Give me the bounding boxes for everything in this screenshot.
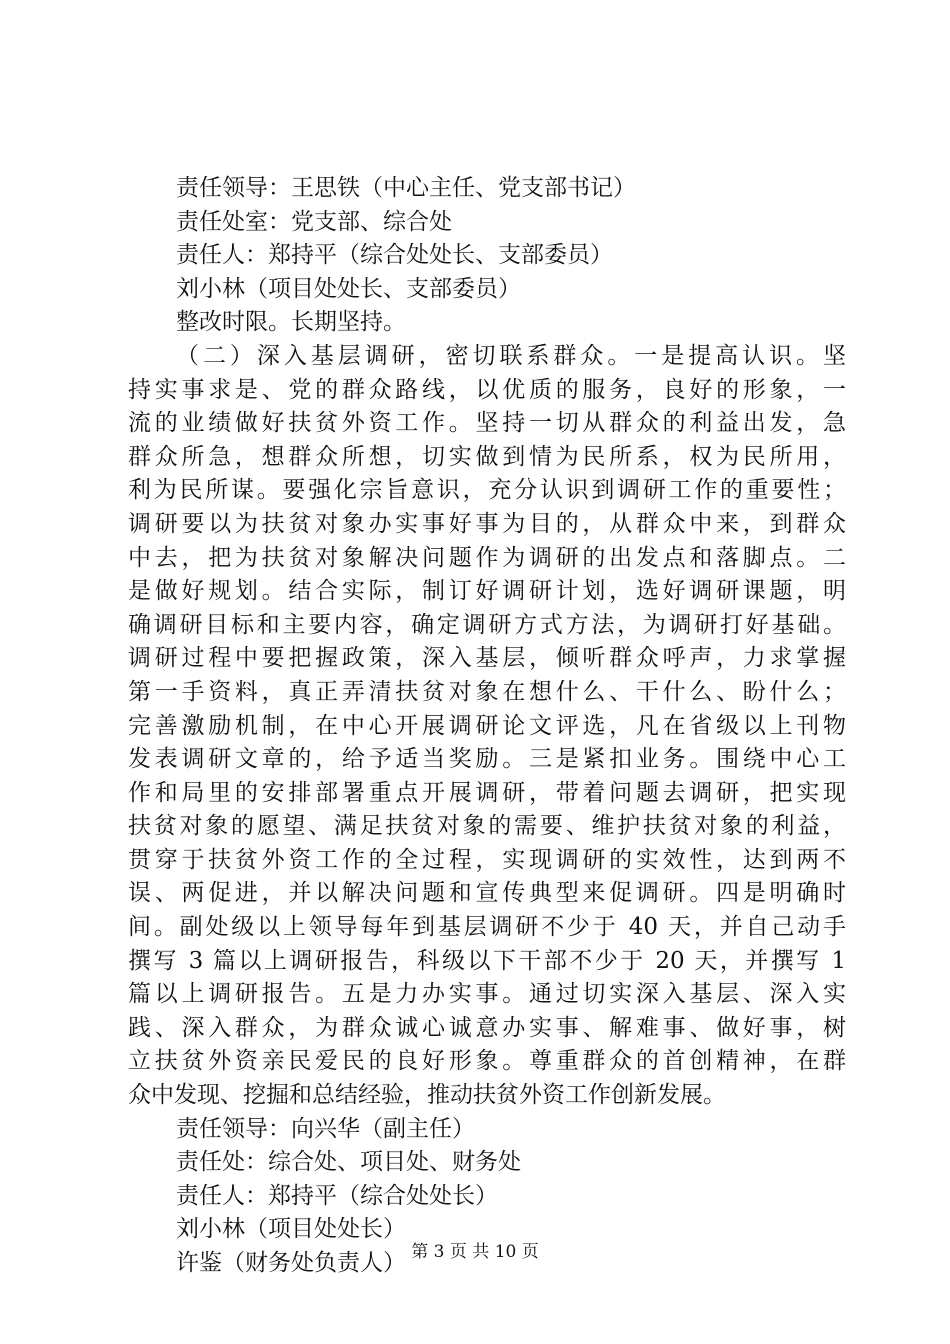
text-line: 责任处：综合处、项目处、财务处 — [176, 1149, 521, 1176]
text-line: 群众所急，想群众所想，切实做到情为民所系，权为民所用， — [128, 443, 846, 470]
text-line: 践、深入群众，为群众诚心诚意办实事、解难事、做好事，树 — [128, 1014, 846, 1041]
text-line: 调研要以为扶贫对象办实事好事为目的，从群众中来，到群众 — [128, 510, 846, 537]
text-line: 篇以上调研报告。五是力办实事。通过切实深入基层、深入实 — [128, 981, 846, 1008]
text-line: 整改时限。长期坚持。 — [176, 309, 406, 336]
text-line: 刘小林（项目处处长） — [176, 1216, 406, 1243]
text-line: 贯穿于扶贫外资工作的全过程，实现调研的实效性，达到两不 — [128, 846, 846, 873]
text-line: 误、两促进，并以解决问题和宣传典型来促调研。四是明确时 — [128, 880, 846, 907]
text-line: （二）深入基层调研，密切联系群众。一是提高认识。坚 — [176, 342, 846, 369]
text-line: 责任处室：党支部、综合处 — [176, 208, 452, 235]
text-line: 刘小林（项目处处长、支部委员） — [176, 275, 521, 302]
text-line: 扶贫对象的愿望、满足扶贫对象的需要、维护扶贫对象的利益， — [128, 813, 846, 840]
page-number-footer: 第 3 页 共 10 页 — [411, 1242, 539, 1262]
text-line: 责任领导：王思铁（中心主任、党支部书记） — [176, 175, 636, 201]
text-line: 持实事求是、党的群众路线，以优质的服务，良好的形象，一 — [128, 376, 846, 403]
text-line: 确调研目标和主要内容，确定调研方式方法，为调研打好基础。 — [128, 611, 846, 638]
text-line: 许鉴（财务处负责人） — [176, 1250, 406, 1276]
text-line: 众中发现、挖掘和总结经验，推动扶贫外资工作创新发展。 — [128, 1082, 726, 1109]
text-line: 调研过程中要把握政策，深入基层，倾听群众呼声，力求掌握 — [128, 645, 846, 672]
text-line: 责任领导：向兴华（副主任） — [176, 1115, 475, 1142]
text-line: 发表调研文章的，给予适当奖励。三是紧扣业务。围绕中心工 — [128, 746, 846, 773]
text-line: 第一手资料，真正弄清扶贫对象在想什么、干什么、盼什么； — [128, 678, 846, 705]
text-line: 流的业绩做好扶贫外资工作。坚持一切从群众的利益出发，急 — [128, 410, 846, 437]
text-line: 是做好规划。结合实际，制订好调研计划，选好调研课题，明 — [128, 578, 846, 605]
text-line: 间。副处级以上领导每年到基层调研不少于 40 天，并自己动手 — [128, 914, 846, 941]
text-line: 责任人：郑持平（综合处处长、支部委员） — [176, 242, 613, 269]
text-line: 撰写 3 篇以上调研报告，科级以下干部不少于 20 天，并撰写 1 — [128, 947, 846, 974]
text-line: 完善激励机制，在中心开展调研论文评选，凡在省级以上刊物 — [128, 712, 846, 739]
text-line: 作和局里的安排部署重点开展调研，带着问题去调研，把实现 — [128, 779, 846, 806]
text-line: 利为民所谋。要强化宗旨意识，充分认识到调研工作的重要性； — [128, 477, 846, 504]
text-line: 中去，把为扶贫对象解决问题作为调研的出发点和落脚点。二 — [128, 544, 846, 571]
text-line: 责任人：郑持平（综合处处长） — [176, 1182, 498, 1209]
document-body — [128, 172, 846, 1281]
text-line: 立扶贫外资亲民爱民的良好形象。尊重群众的首创精神，在群 — [128, 1048, 846, 1075]
